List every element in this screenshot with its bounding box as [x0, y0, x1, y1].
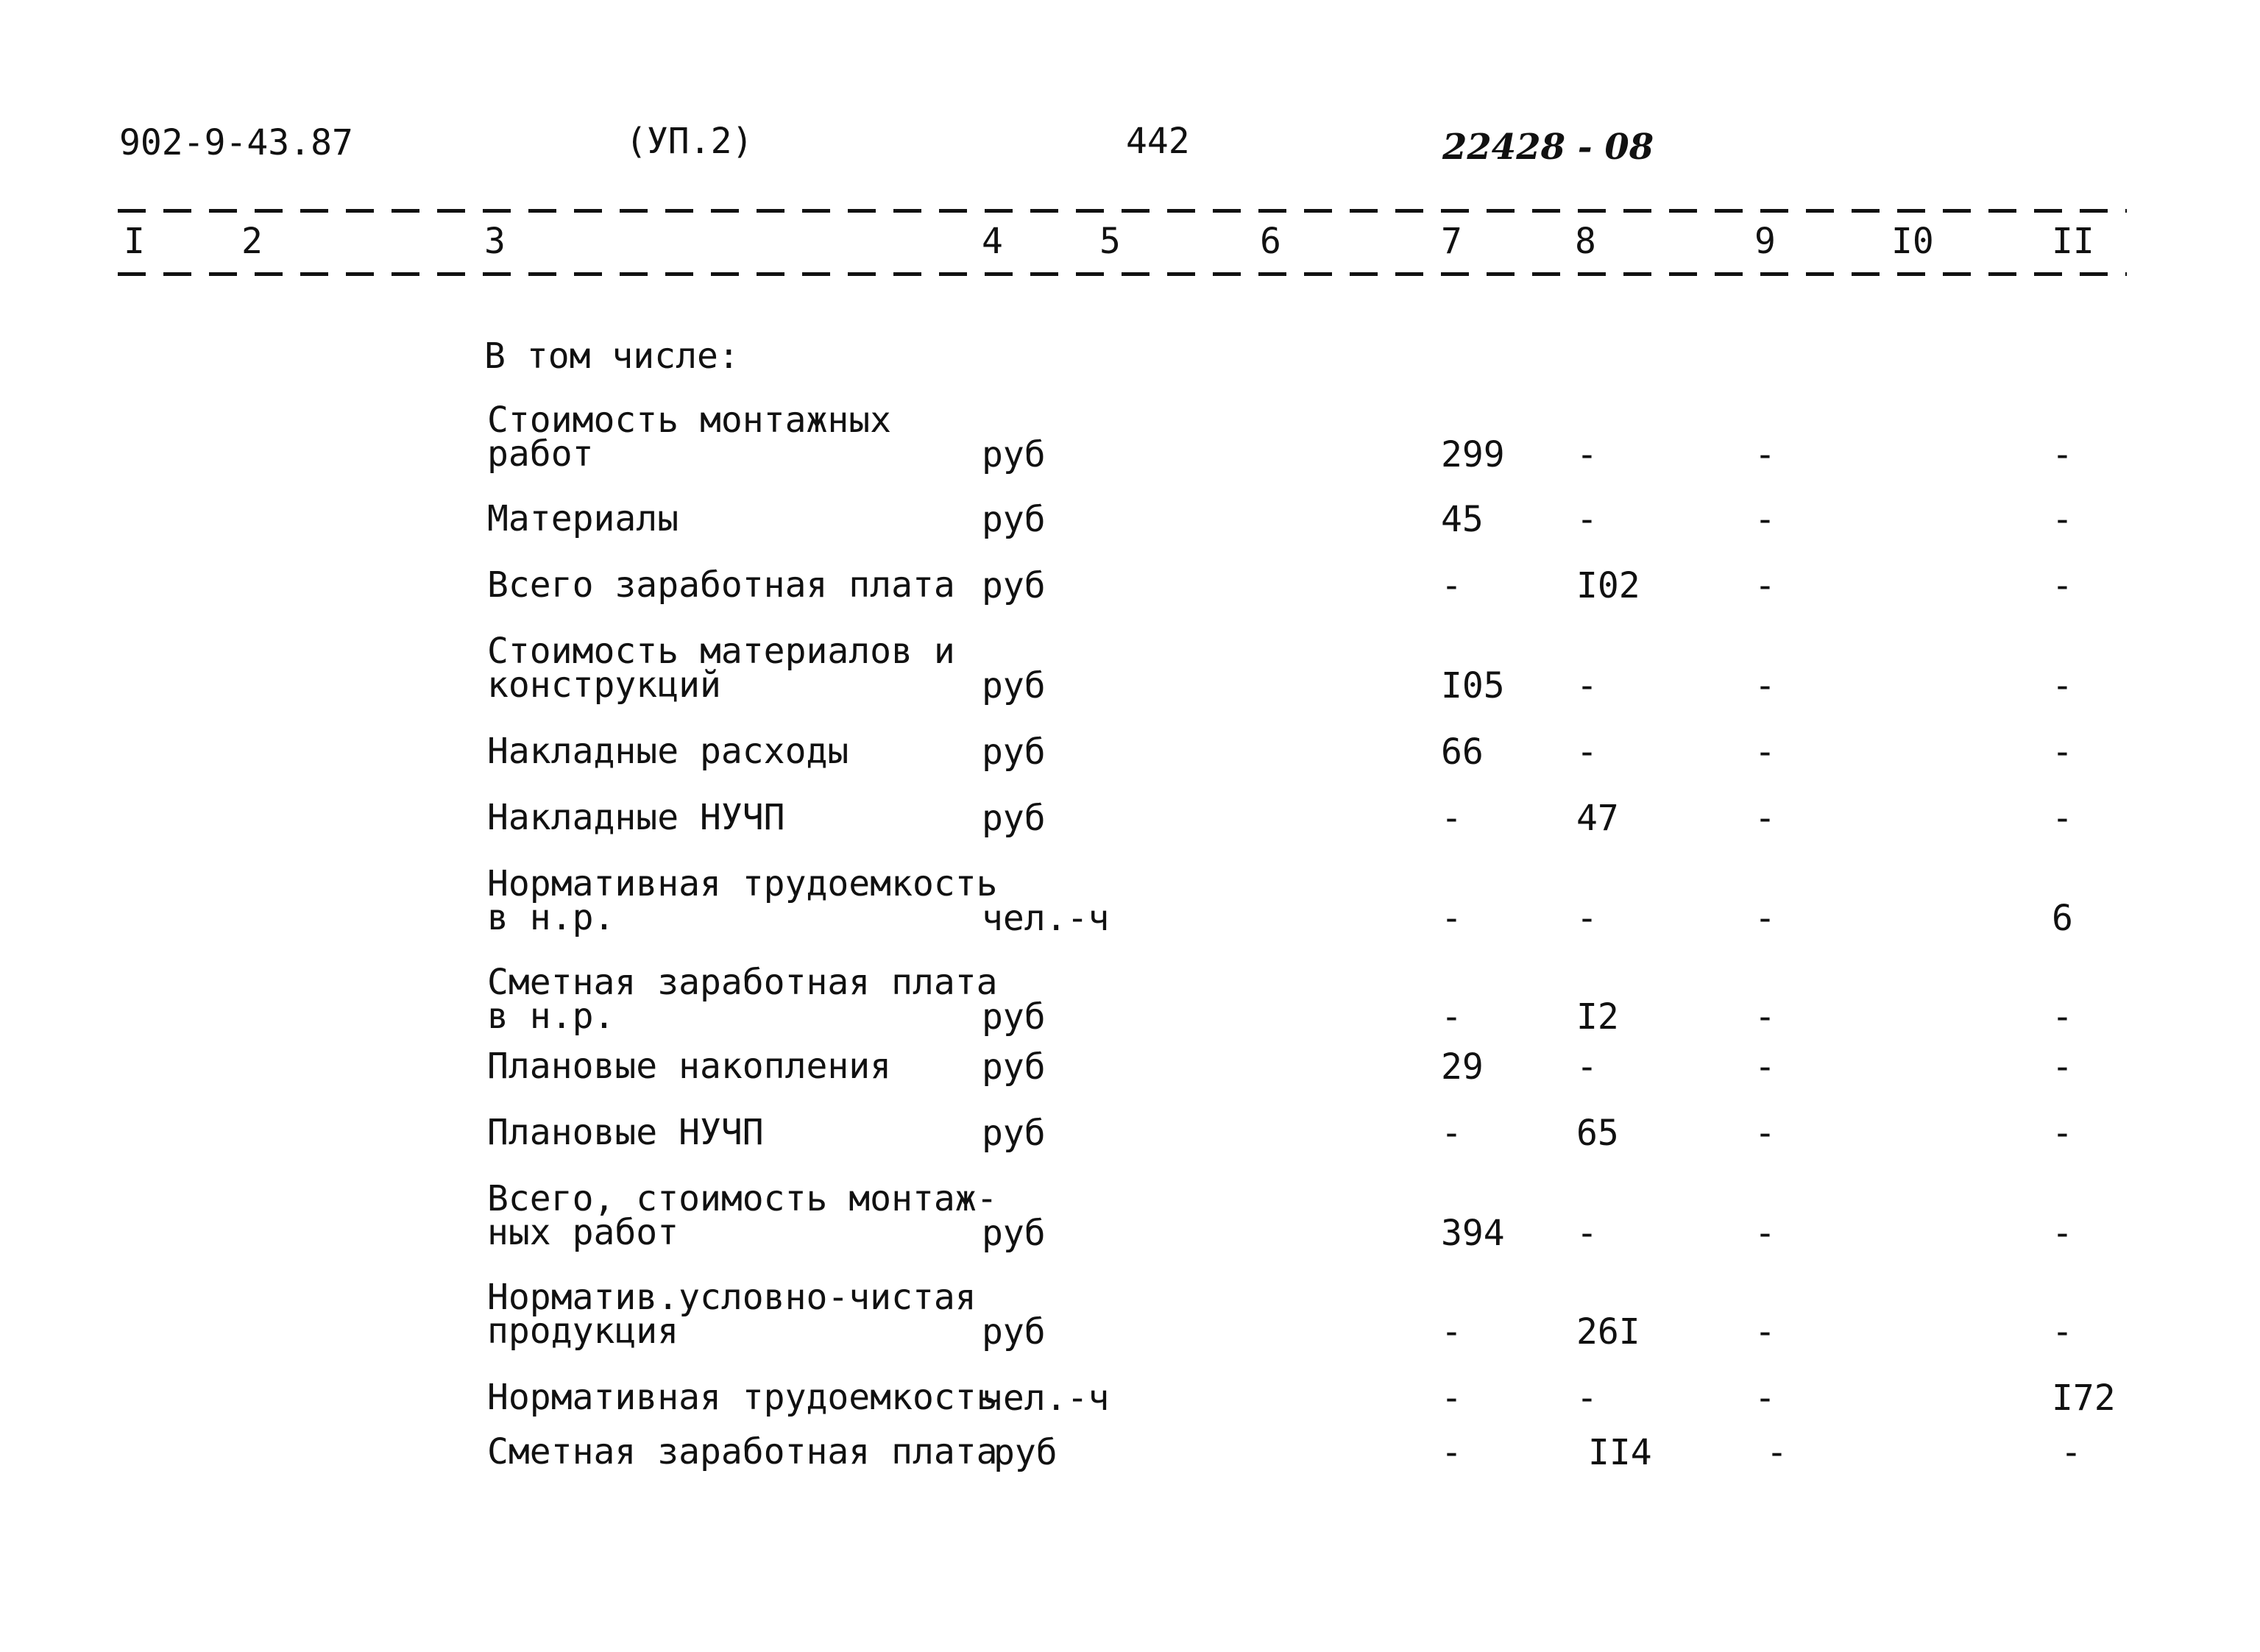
- row-unit: руб: [982, 798, 1046, 839]
- row-label: Плановые накопления: [487, 1046, 892, 1087]
- cell-col9: -: [1754, 1113, 1776, 1154]
- cell-col11: -: [2052, 1113, 2073, 1154]
- column-number: 3: [484, 221, 506, 262]
- cell-col11: -: [2061, 1432, 2082, 1473]
- column-number: II: [2052, 221, 2094, 262]
- row-label: Стоимость материалов и конструкций: [487, 631, 955, 706]
- row-unit: руб: [993, 1432, 1058, 1473]
- cell-col8: 47: [1576, 798, 1619, 839]
- cell-col11: -: [2052, 731, 2073, 773]
- row-unit: руб: [982, 996, 1046, 1038]
- cell-col11: -: [2052, 665, 2073, 706]
- cell-col8: I02: [1576, 565, 1640, 606]
- cell-col7: 394: [1441, 1213, 1505, 1254]
- handwritten-reference: 22428 - 08: [1442, 127, 1654, 168]
- row-label: Нормативная трудоемкость: [487, 1377, 998, 1418]
- row-unit: руб: [982, 731, 1046, 773]
- cell-col8: I2: [1576, 996, 1619, 1038]
- cell-col9: -: [1754, 1213, 1776, 1254]
- cell-col7: -: [1441, 798, 1462, 839]
- cell-col9: -: [1754, 565, 1776, 606]
- row-label: Стоимость монтажных работ: [487, 400, 892, 475]
- cell-col9: -: [1766, 1432, 1788, 1473]
- row-label: Нормативная трудоемкость в н.р.: [487, 863, 998, 938]
- row-label: Сметная заработная плата: [487, 1431, 998, 1472]
- cell-col7: -: [1441, 1113, 1462, 1154]
- cell-col9: -: [1754, 499, 1776, 540]
- row-unit: руб: [982, 499, 1046, 540]
- row-label: Всего заработная плата: [487, 564, 955, 606]
- row-unit: чел.-ч: [982, 898, 1110, 939]
- section-code: (УП.2): [626, 121, 754, 162]
- cell-col7: 29: [1441, 1046, 1484, 1088]
- cell-col11: -: [2052, 798, 2073, 839]
- row-unit: руб: [982, 1046, 1046, 1088]
- cell-col11: -: [2052, 434, 2073, 475]
- cell-col7: -: [1441, 898, 1462, 939]
- cell-col11: -: [2052, 1311, 2073, 1353]
- cell-col8: 65: [1576, 1113, 1619, 1154]
- cell-col8: -: [1576, 1213, 1598, 1254]
- cell-col8: -: [1576, 665, 1598, 706]
- cell-col9: -: [1754, 1046, 1776, 1088]
- column-number: 9: [1754, 221, 1776, 262]
- header-bottom-rule: [118, 272, 2127, 276]
- cell-col8: -: [1576, 434, 1598, 475]
- row-label: Накладные НУЧП: [487, 797, 785, 838]
- cell-col9: -: [1754, 996, 1776, 1038]
- cell-col9: -: [1754, 1378, 1776, 1419]
- column-number: I: [124, 221, 145, 262]
- cell-col8: -: [1576, 1046, 1598, 1088]
- row-unit: чел.-ч: [982, 1378, 1110, 1419]
- cell-col7: -: [1441, 1311, 1462, 1353]
- cell-col11: -: [2052, 1213, 2073, 1254]
- row-label: Всего, стоимость монтаж- ных работ: [487, 1178, 998, 1253]
- cell-col9: -: [1754, 1311, 1776, 1353]
- cell-col11: -: [2052, 1046, 2073, 1088]
- row-label: Сметная заработная плата в н.р.: [487, 962, 998, 1037]
- cell-col9: -: [1754, 798, 1776, 839]
- cell-col9: -: [1754, 898, 1776, 939]
- cell-col8: -: [1576, 731, 1598, 773]
- column-number: 5: [1099, 221, 1121, 262]
- row-unit: руб: [982, 434, 1046, 475]
- cell-col11: -: [2052, 499, 2073, 540]
- column-number: 4: [982, 221, 1003, 262]
- row-label: Норматив.условно-чистая продукция: [487, 1277, 977, 1352]
- row-unit: руб: [982, 565, 1046, 606]
- row-label: Накладные расходы: [487, 731, 849, 772]
- row-unit: руб: [982, 1311, 1046, 1353]
- column-number: 6: [1260, 221, 1281, 262]
- row-label: Плановые НУЧП: [487, 1112, 764, 1153]
- row-label: Материалы: [487, 498, 679, 539]
- cell-col7: -: [1441, 1432, 1462, 1473]
- column-number: 8: [1575, 221, 1596, 262]
- column-number: 2: [241, 221, 263, 262]
- header-top-rule: [118, 209, 2127, 213]
- cell-col9: -: [1754, 665, 1776, 706]
- cell-col9: -: [1754, 434, 1776, 475]
- column-number: 7: [1441, 221, 1462, 262]
- cell-col7: 299: [1441, 434, 1505, 475]
- cell-col11: -: [2052, 565, 2073, 606]
- row-unit: руб: [982, 1113, 1046, 1154]
- doc-code: 902-9-43.87: [119, 122, 353, 163]
- cell-col8: 26I: [1576, 1311, 1640, 1353]
- cell-col11: 6: [2052, 898, 2073, 939]
- cell-col7: -: [1441, 1378, 1462, 1419]
- cell-col9: -: [1754, 731, 1776, 773]
- page-number: 442: [1126, 121, 1190, 162]
- row-unit: руб: [982, 665, 1046, 706]
- cell-col8: -: [1576, 898, 1598, 939]
- intro-label: В том числе:: [484, 336, 740, 377]
- cell-col7: -: [1441, 996, 1462, 1038]
- cell-col11: I72: [2052, 1378, 2116, 1419]
- cell-col7: 66: [1441, 731, 1484, 773]
- cell-col8: II4: [1588, 1432, 1652, 1473]
- column-number: I0: [1891, 221, 1934, 262]
- cell-col7: -: [1441, 565, 1462, 606]
- cell-col7: 45: [1441, 499, 1484, 540]
- cell-col8: -: [1576, 1378, 1598, 1419]
- cell-col11: -: [2052, 996, 2073, 1038]
- row-unit: руб: [982, 1213, 1046, 1254]
- cell-col8: -: [1576, 499, 1598, 540]
- cell-col7: I05: [1441, 665, 1505, 706]
